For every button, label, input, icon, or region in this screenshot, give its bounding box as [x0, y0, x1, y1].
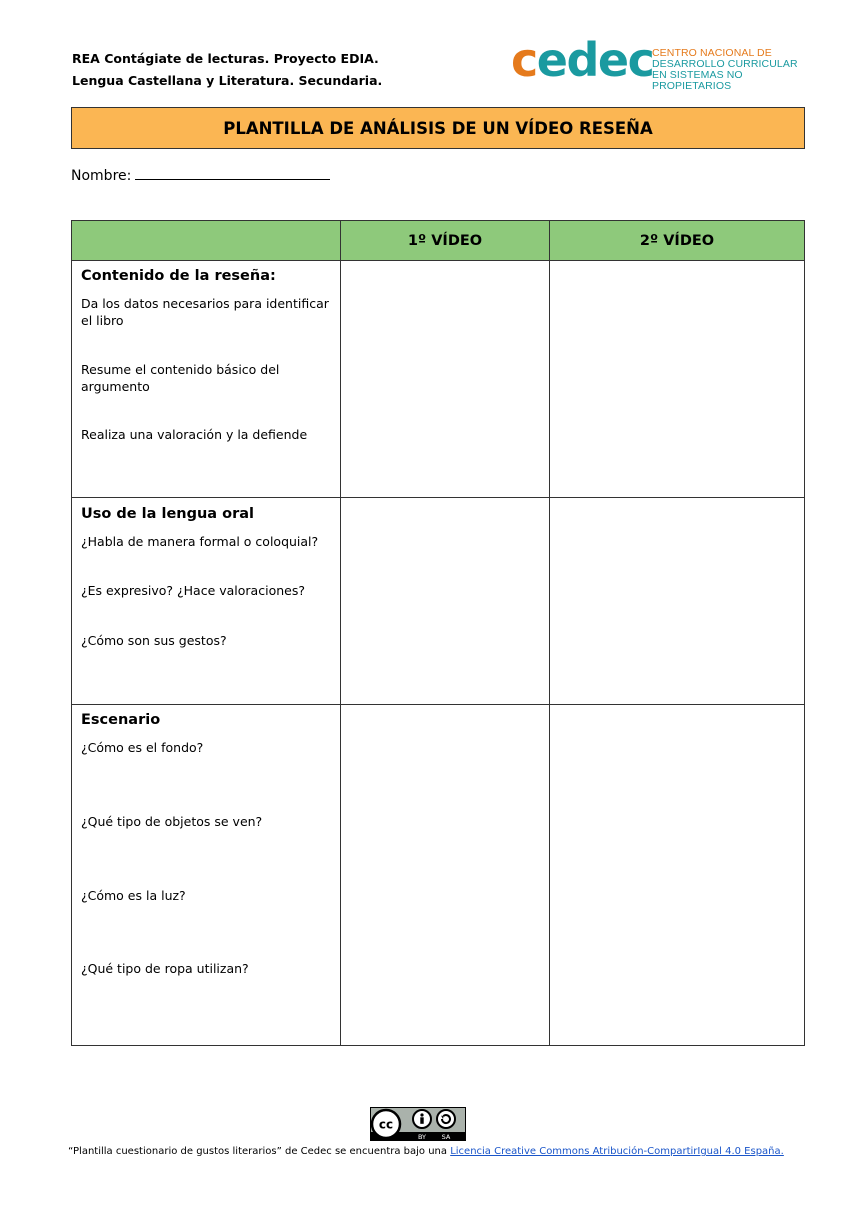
header-empty-cell: [72, 221, 341, 261]
section-title: Escenario: [81, 712, 161, 728]
question: Resume el contenido básico del argumento: [81, 362, 280, 394]
header-video-2: 2º VÍDEO: [550, 221, 805, 261]
section-title: Uso de la lengua oral: [81, 506, 255, 522]
question: Realiza una valoración y la defiende: [81, 427, 308, 442]
sa-label: SA: [441, 1133, 451, 1141]
question: ¿Qué tipo de objetos se ven?: [81, 814, 263, 829]
table-row: [72, 261, 805, 498]
table-row: [72, 705, 805, 1046]
license-notice: [0, 1146, 852, 1157]
answer-cell-video-2[interactable]: [550, 705, 805, 1046]
license-link[interactable]: Licencia Creative Commons Atribución-CompartirIgual 4.0 España.: [450, 1146, 784, 1157]
question: ¿Es expresivo? ¿Hace valoraciones?: [81, 583, 305, 598]
license-text: “Plantilla cuestionario de gustos literarios” de Cedec se encuentra bajo una: [68, 1146, 451, 1157]
section-lengua-cell: [72, 498, 341, 705]
question: Da los datos necesarios para identificar el libro: [81, 296, 329, 328]
cedec-logo: [511, 33, 811, 92]
name-field: [71, 165, 330, 184]
question: ¿Qué tipo de ropa utilizan?: [81, 961, 249, 976]
analysis-table: [71, 220, 805, 1046]
section-contenido-cell: [72, 261, 341, 498]
cedec-logo-subtitle: CENTRO NACIONAL DE DESARROLLO CURRICULAR EN SISTEMAS NO PROPIETARIOS: [652, 47, 798, 92]
section-title: Contenido de la reseña:: [81, 268, 276, 284]
page-title: PLANTILLA DE ANÁLISIS DE UN VÍDEO RESEÑA: [71, 107, 805, 149]
answer-cell-video-1[interactable]: [341, 705, 550, 1046]
section-escenario-cell: [72, 705, 341, 1046]
question: ¿Habla de manera formal o coloquial?: [81, 534, 319, 549]
header-line-1: REA Contágiate de lecturas. Proyecto EDIA.: [72, 51, 379, 66]
answer-cell-video-1[interactable]: [341, 498, 550, 705]
creative-commons-by-sa-icon[interactable]: [370, 1107, 466, 1141]
question: ¿Cómo son sus gestos?: [81, 633, 227, 648]
answer-cell-video-2[interactable]: [550, 498, 805, 705]
cedec-logo-word: cedec: [511, 33, 654, 87]
by-label: BY: [417, 1133, 427, 1141]
name-blank-line: [135, 165, 330, 180]
header-line-2: Lengua Castellana y Literatura. Secundaria.: [72, 73, 383, 88]
answer-cell-video-1[interactable]: [341, 261, 550, 498]
document-header: [72, 48, 382, 92]
question: ¿Cómo es el fondo?: [81, 740, 204, 755]
question: ¿Cómo es la luz?: [81, 888, 186, 903]
answer-cell-video-2[interactable]: [550, 261, 805, 498]
table-row: [72, 498, 805, 705]
cc-label: cc: [378, 1117, 394, 1132]
table-header-row: [72, 221, 805, 261]
name-label: Nombre:: [71, 168, 132, 184]
header-video-1: 1º VÍDEO: [341, 221, 550, 261]
